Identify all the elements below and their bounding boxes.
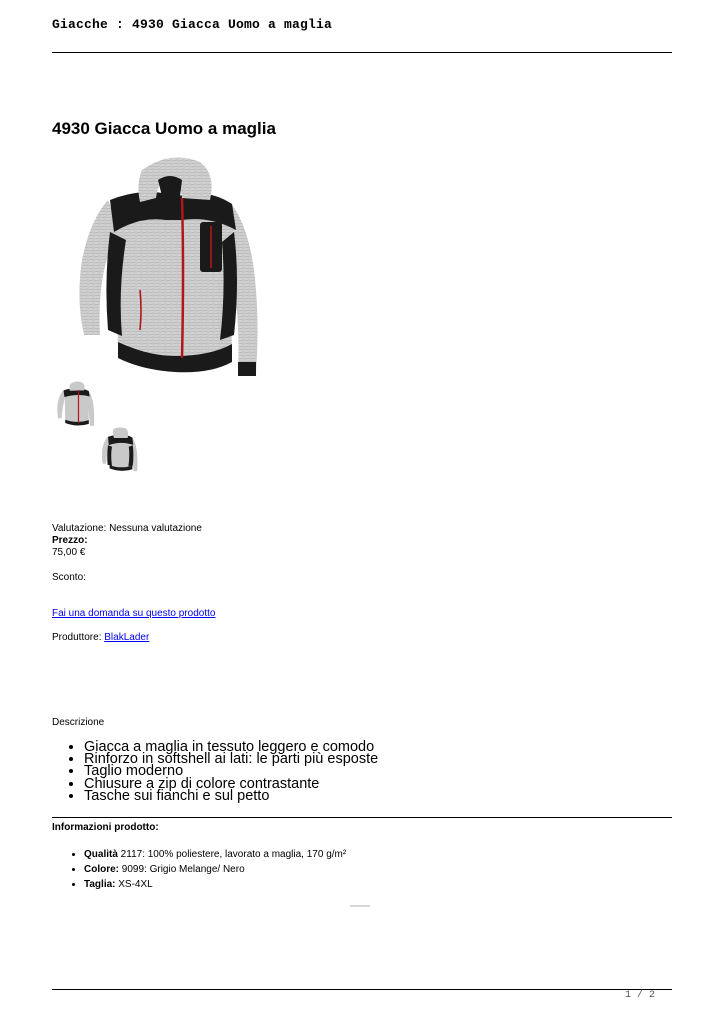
list-item: • Taglio moderno xyxy=(84,765,378,777)
info-label: Qualità xyxy=(84,849,118,860)
info-list xyxy=(52,848,346,893)
list-item: • Rinforzo in softshell ai lati: le parti più esposte xyxy=(84,753,378,765)
manufacturer-link[interactable]: BlakLader xyxy=(104,632,150,643)
description-heading: Descrizione xyxy=(52,717,105,728)
product-main-image[interactable] xyxy=(70,150,270,382)
product-thumbnail-front[interactable] xyxy=(55,380,97,428)
list-item: • Tasche sui fianchi e sul petto xyxy=(84,790,378,802)
list-item xyxy=(84,878,346,892)
info-divider xyxy=(52,817,672,818)
info-value: 9099: Grigio Melange/ Nero xyxy=(119,864,245,875)
breadcrumb: Giacche : 4930 Giacca Uomo a maglia xyxy=(52,17,333,32)
footer-divider xyxy=(52,989,672,990)
header-divider xyxy=(52,52,672,53)
price-value: 75,00 € xyxy=(52,547,86,558)
discount-label: Sconto: xyxy=(52,572,86,583)
list-item xyxy=(84,848,346,862)
info-label: Colore: xyxy=(84,864,119,875)
tiny-mark xyxy=(350,905,370,907)
list-item: • Chiusure a zip di colore contrastante xyxy=(84,778,378,790)
info-label: Taglia: xyxy=(84,879,116,890)
info-value: XS-4XL xyxy=(115,879,153,890)
rating: Valutazione: Nessuna valutazione xyxy=(52,523,202,534)
ask-question-link[interactable]: Fai una domanda su questo prodotto xyxy=(52,608,216,619)
page-indicator: 1 / 2 xyxy=(625,990,656,1001)
list-item xyxy=(84,863,346,877)
page-title: 4930 Giacca Uomo a maglia xyxy=(52,119,276,138)
manufacturer-label: Produttore: xyxy=(52,632,102,643)
price-label: Prezzo: xyxy=(52,535,88,546)
description-list xyxy=(52,741,378,802)
product-thumbnail-back[interactable] xyxy=(100,426,140,474)
list-item: • Giacca a maglia in tessuto leggero e comodo xyxy=(84,741,378,753)
info-value: 2117: 100% poliestere, lavorato a maglia, 170 g/m² xyxy=(117,849,347,860)
info-heading: Informazioni prodotto: xyxy=(52,822,159,833)
manufacturer xyxy=(52,631,149,644)
